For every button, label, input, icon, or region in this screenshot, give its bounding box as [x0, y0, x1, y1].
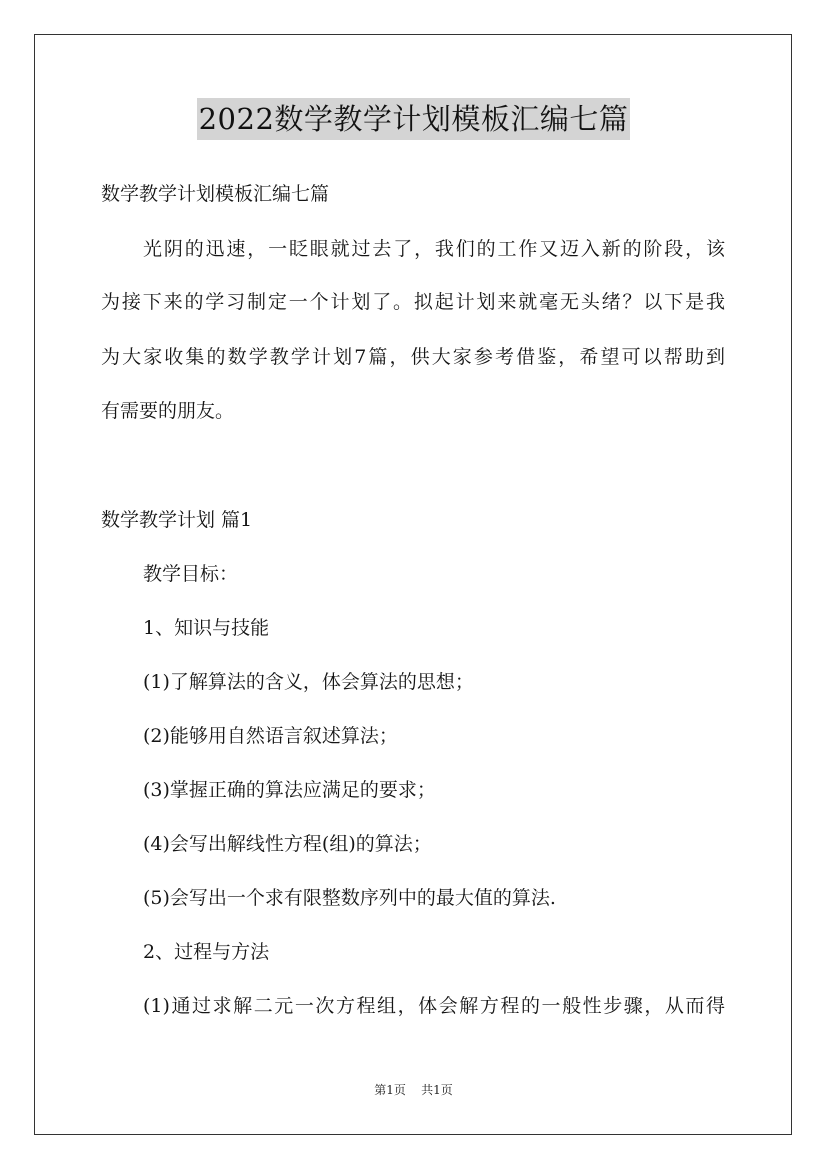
list-item: (2)能够用自然语言叙述算法；: [143, 725, 398, 747]
section-heading: 数学教学计划 篇1: [101, 509, 253, 531]
document-subtitle: 数学教学计划模板汇编七篇: [101, 183, 330, 205]
page-footer: [0, 1082, 827, 1098]
intro-line-2: 为接下来的学习制定一个计划了。拟起计划来就毫无头绪？以下是我: [101, 291, 725, 313]
list-item: 2、过程与方法: [143, 941, 270, 963]
objectives-label: 教学目标：: [143, 563, 239, 585]
intro-line-3: 为大家收集的数学教学计划7篇，供大家参考借鉴，希望可以帮助到: [101, 346, 725, 368]
page-number: 第1页: [374, 1083, 406, 1097]
page-total: 共1页: [421, 1083, 453, 1097]
intro-line-1: 光阴的迅速，一眨眼就过去了，我们的工作又迈入新的阶段，该: [143, 238, 725, 260]
list-item: (5)会写出一个求有限整数序列中的最大值的算法.: [143, 887, 556, 909]
list-item: (1)了解算法的含义，体会算法的思想；: [143, 671, 474, 693]
intro-line-4: 有需要的朋友。: [101, 400, 235, 422]
list-item: 1、知识与技能: [143, 617, 270, 639]
document-title: 2022数学教学计划模板汇编七篇: [197, 98, 631, 140]
list-item: (4)会写出解线性方程(组)的算法；: [143, 833, 432, 855]
list-item: (1)通过求解二元一次方程组，体会解方程的一般性步骤，从而得: [143, 995, 725, 1017]
title-wrap: [0, 98, 827, 140]
list-item: (3)掌握正确的算法应满足的要求；: [143, 779, 436, 801]
